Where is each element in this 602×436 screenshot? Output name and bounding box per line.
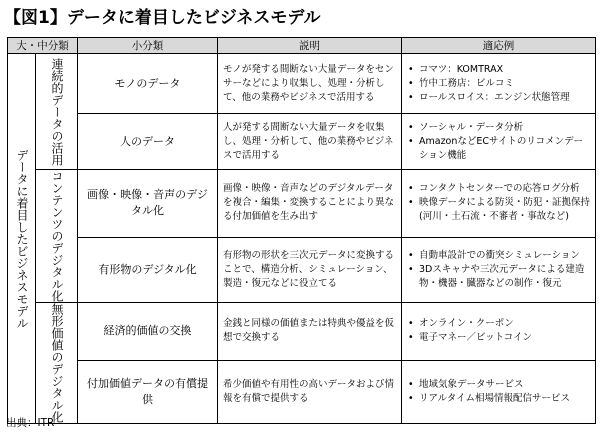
table-row	[8, 360, 596, 423]
example-item: • オンライン・クーポン	[407, 317, 590, 331]
table-row	[8, 303, 596, 361]
examples-cell	[402, 303, 596, 361]
header-category: 大・中分類	[8, 38, 78, 54]
example-item: • 地域気象データサービス	[407, 378, 590, 392]
description-cell: モノが発する間断ない大量データをセンサーなどにより収集し、処理・分析して、他の業務やビジネスで活用する	[218, 54, 402, 114]
group-label: 無形価値のデジタル化	[50, 303, 64, 423]
table-row	[8, 237, 596, 302]
example-item: • ソーシャル・データ分析	[407, 121, 590, 135]
subcategory-cell: 画像・映像・音声のデジタル化	[78, 170, 218, 238]
group-cell	[36, 170, 78, 303]
description-cell: 画像・映像・音声などのデジタルデータを複合・編集・変換することにより異なる付加価値を生み出す	[218, 170, 402, 238]
example-item: • コンタクトセンターでの応答ログ分析	[407, 182, 590, 196]
header-examples: 適応例	[402, 38, 596, 54]
group-label: 連続的データの活用	[50, 57, 64, 166]
major-category-label: データに着目したビジネスモデル	[15, 148, 29, 329]
example-item: • 3Dスキャナや三次元データによる建造物・機器・臓器などの制作・復元	[407, 263, 590, 291]
examples-cell	[402, 170, 596, 238]
subcategory-cell: 経済的価値の交換	[78, 303, 218, 361]
group-label: コンテンツのデジタル化	[50, 170, 64, 302]
example-item: • ロールスロイス：エンジン状態管理	[407, 91, 590, 105]
group-cell	[36, 54, 78, 170]
example-item: • AmazonなどECサイトのリコメンデーション機能	[407, 135, 590, 163]
example-item: • リアルタイム相場情報配信サービス	[407, 392, 590, 406]
examples-cell	[402, 114, 596, 170]
examples-cell	[402, 54, 596, 114]
examples-cell	[402, 360, 596, 423]
business-model-table	[7, 37, 596, 424]
example-item: • コマツ：KOMTRAX	[407, 63, 590, 77]
description-cell: 希少価値や有用性の高いデータおよび情報を有償で提供する	[218, 360, 402, 423]
description-cell: 人が発する間断ない大量データを収集し、処理・分析して、他の業務やビジネスで活用する	[218, 114, 402, 170]
subcategory-cell: 有形物のデジタル化	[78, 237, 218, 302]
subcategory-cell: 人のデータ	[78, 114, 218, 170]
subcategory-cell: 付加価値データの有償提供	[78, 360, 218, 423]
group-cell	[36, 303, 78, 424]
example-item: • 自動車設計での衝突シミュレーション	[407, 249, 590, 263]
table-header-row	[8, 38, 596, 54]
table-row	[8, 170, 596, 238]
table-row	[8, 54, 596, 114]
header-subcategory: 小分類	[78, 38, 218, 54]
header-description: 説明	[218, 38, 402, 54]
example-item: • 電子マネー／ビットコイン	[407, 331, 590, 345]
subcategory-cell: モノのデータ	[78, 54, 218, 114]
description-cell: 金銭と同様の価値または特典や優益を仮想で交換する	[218, 303, 402, 361]
major-category-cell	[8, 54, 36, 424]
examples-cell	[402, 237, 596, 302]
description-cell: 有形物の形状を三次元データに変換することで、構造分析、シミュレーション、製造・復元などに役立てる	[218, 237, 402, 302]
table-row	[8, 114, 596, 170]
figure-title: 【図1】データに着目したビジネスモデル	[4, 8, 321, 28]
example-item: • 竹中工務店：ビルコミ	[407, 77, 590, 91]
example-item: • 映像データによる防災・防犯・証拠保持(河川・土石流・不審者・事故など)	[407, 196, 590, 224]
source-note: 出典：ITR	[6, 417, 55, 429]
